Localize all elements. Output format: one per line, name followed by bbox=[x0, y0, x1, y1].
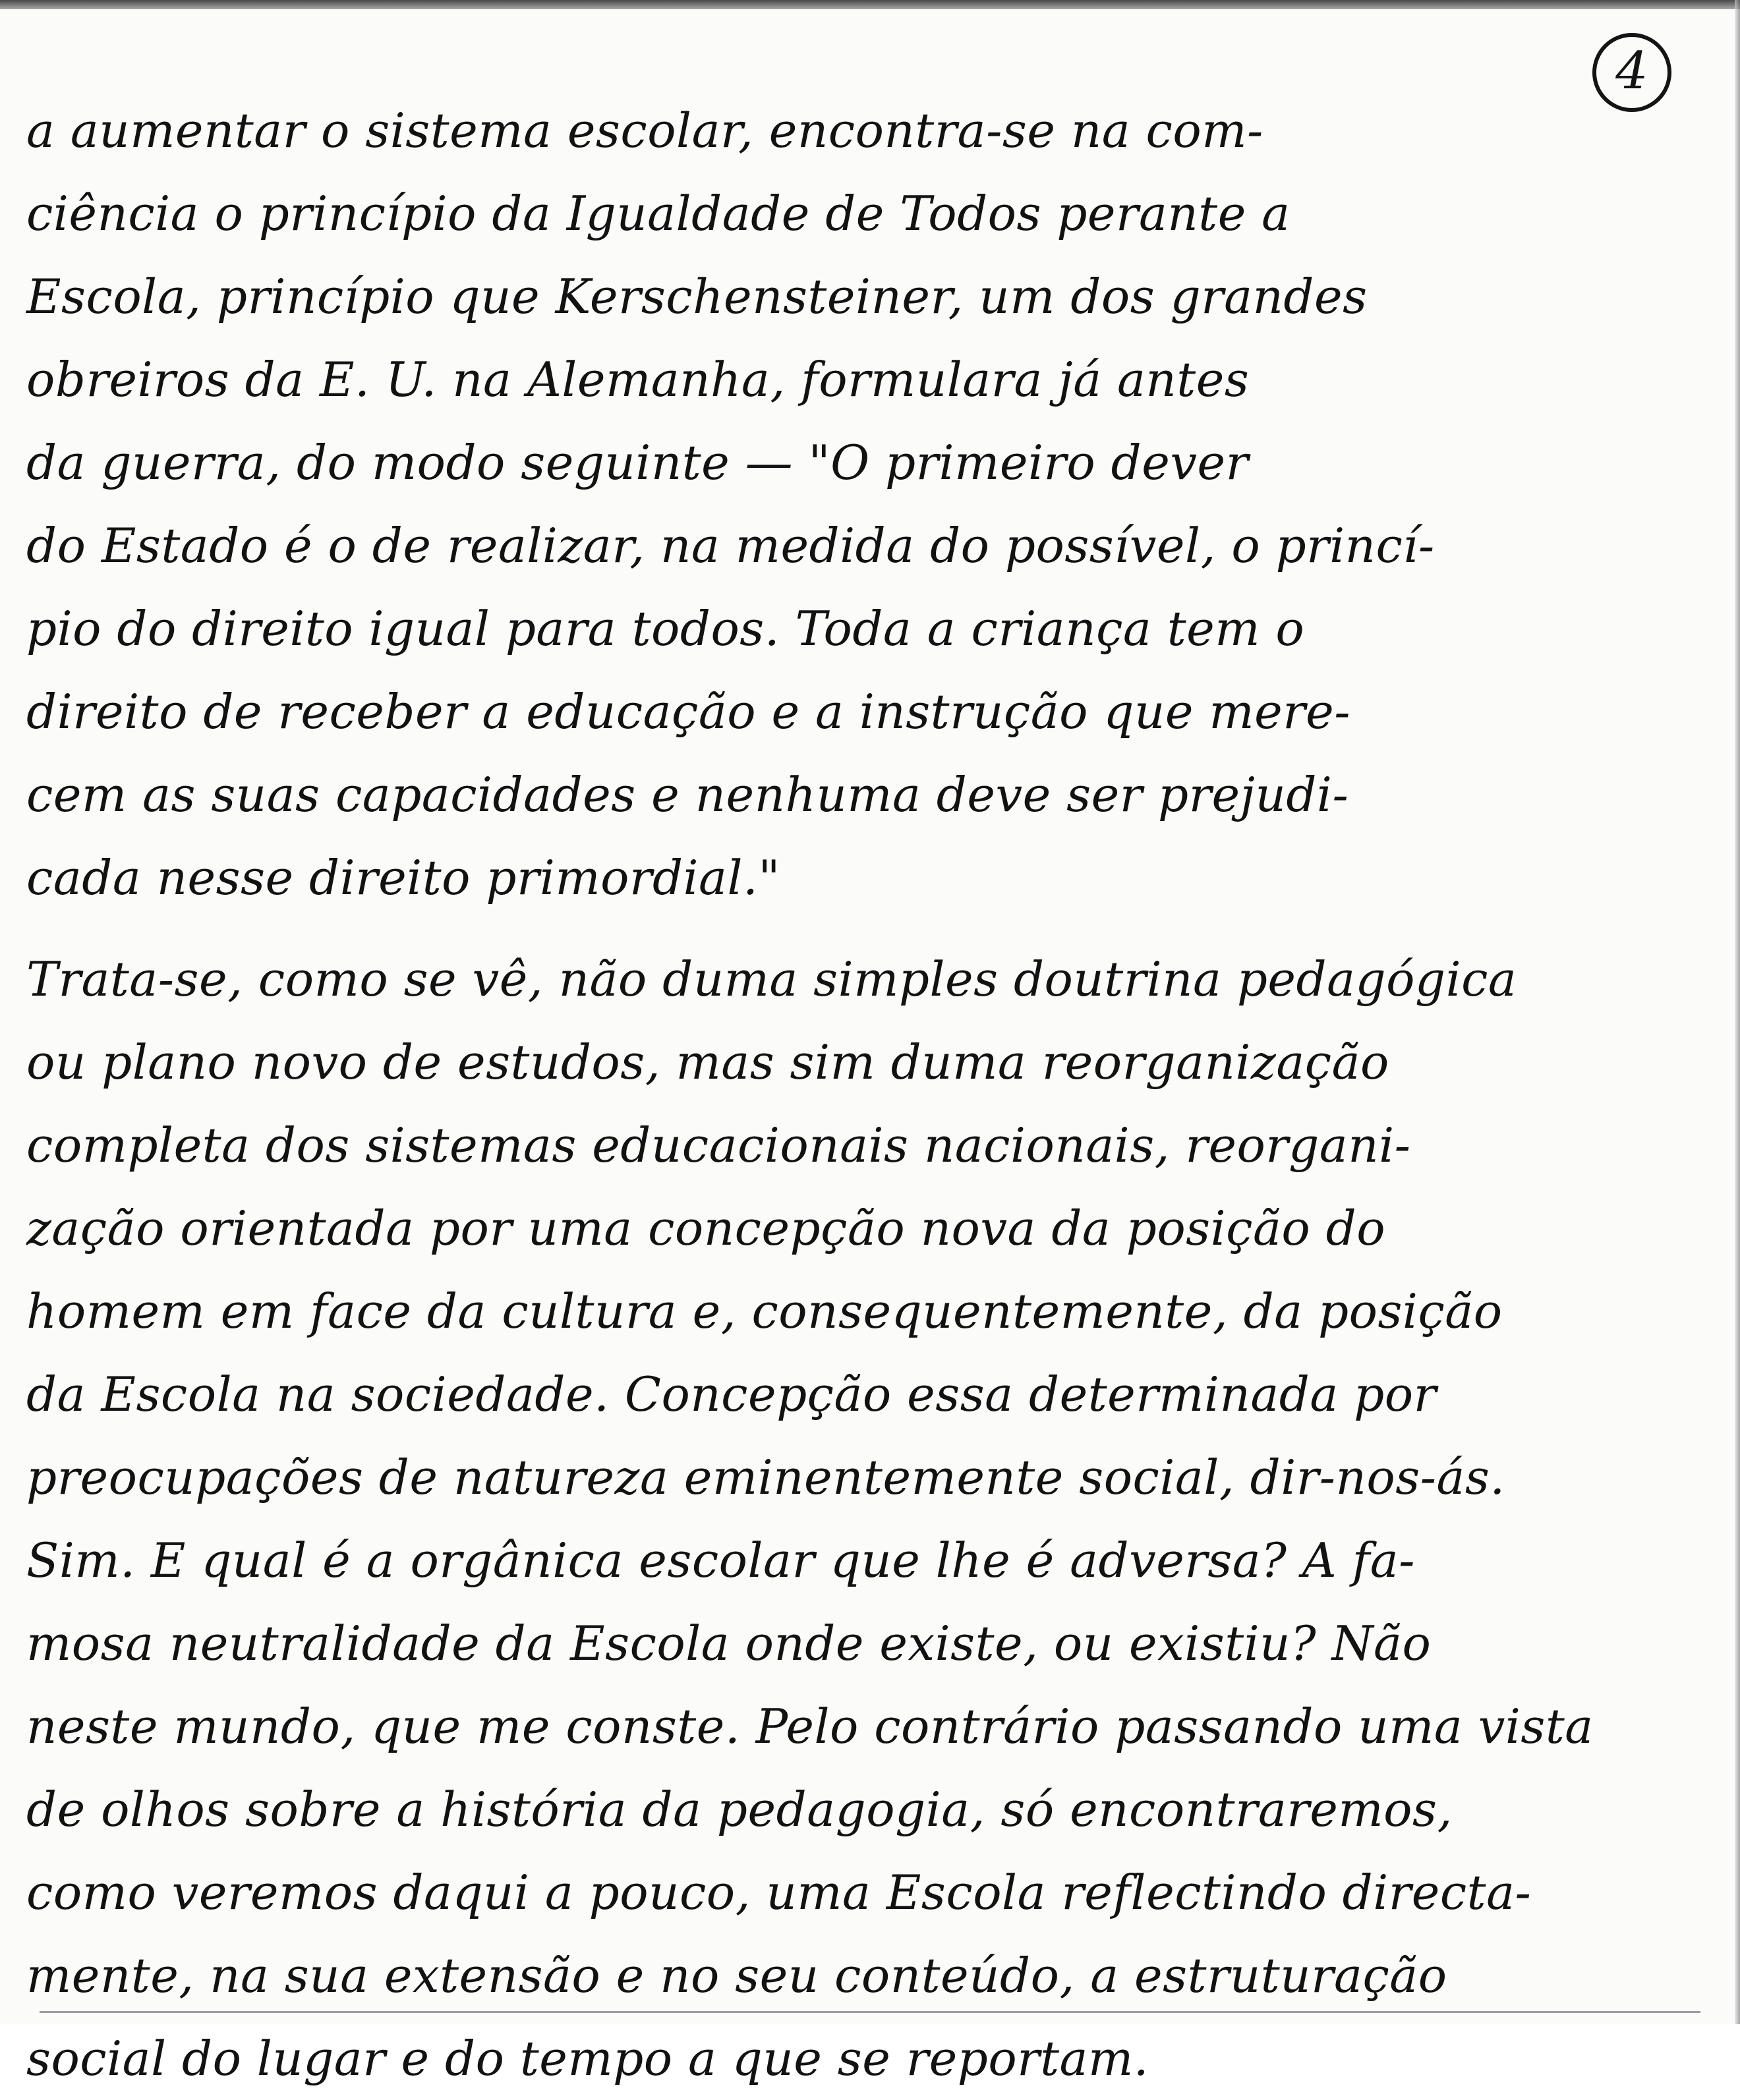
manuscript-line: obreiros da E. U. na Alemanha, formulara já antes bbox=[26, 352, 1250, 407]
manuscript-line: Sim. E qual é a orgânica escolar que lhe é adversa? A fa- bbox=[26, 1533, 1415, 1588]
manuscript-line: do Estado é o de realizar, na medida do possível, o princí- bbox=[26, 518, 1435, 573]
manuscript-line: ou plano novo de estudos, mas sim duma reorganização bbox=[26, 1035, 1389, 1090]
manuscript-line: cada nesse direito primordial." bbox=[26, 850, 781, 905]
scan-edge-right bbox=[1735, 0, 1740, 2024]
manuscript-line: ciência o princípio da Igualdade de Todos perante a bbox=[26, 186, 1290, 241]
manuscript-line: zação orientada por uma concepção nova da posição do bbox=[26, 1201, 1386, 1256]
manuscript-line: completa dos sistemas educacionais nacionais, reorgani- bbox=[26, 1118, 1411, 1173]
bottom-rule bbox=[40, 2011, 1700, 2013]
manuscript-line: direito de receber a educação e a instrução que mere- bbox=[26, 684, 1351, 739]
manuscript-line: pio do direito igual para todos. Toda a criança tem o bbox=[26, 601, 1305, 656]
manuscript-line: a aumentar o sistema escolar, encontra-se na com- bbox=[26, 103, 1263, 158]
manuscript-line: da Escola na sociedade. Concepção essa determinada por bbox=[26, 1367, 1437, 1422]
manuscript-line: mosa neutralidade da Escola onde existe, ou existiu? Não bbox=[26, 1616, 1432, 1671]
manuscript-line: social do lugar e do tempo a que se reportam. bbox=[26, 2031, 1149, 2086]
manuscript-line: de olhos sobre a história da pedagogia, só encontraremos, bbox=[26, 1782, 1453, 1837]
manuscript-line: mente, na sua extensão e no seu conteúdo, a estruturação bbox=[26, 1948, 1447, 2003]
manuscript-line: preocupações de natureza eminentemente social, dir-nos-ás. bbox=[26, 1450, 1505, 1505]
page-number: 4 bbox=[1592, 33, 1671, 112]
manuscript-line: cem as suas capacidades e nenhuma deve ser prejudi- bbox=[26, 767, 1349, 822]
manuscript-text bbox=[26, 89, 1687, 2100]
manuscript-line: neste mundo, que me conste. Pelo contrário passando uma vista bbox=[26, 1699, 1594, 1754]
manuscript-line: como veremos daqui a pouco, uma Escola reflectindo directa- bbox=[26, 1865, 1532, 1920]
manuscript-line: Escola, princípio que Kerschensteiner, um dos grandes bbox=[26, 269, 1368, 324]
manuscript-line: da guerra, do modo seguinte — "O primeiro dever bbox=[26, 435, 1249, 490]
manuscript-line: Trata-se, como se vê, não duma simples doutrina pedagógica bbox=[26, 951, 1517, 1007]
manuscript-line: homem em face da cultura e, consequentemente, da posição bbox=[26, 1284, 1503, 1339]
scan-edge-top bbox=[0, 0, 1740, 9]
